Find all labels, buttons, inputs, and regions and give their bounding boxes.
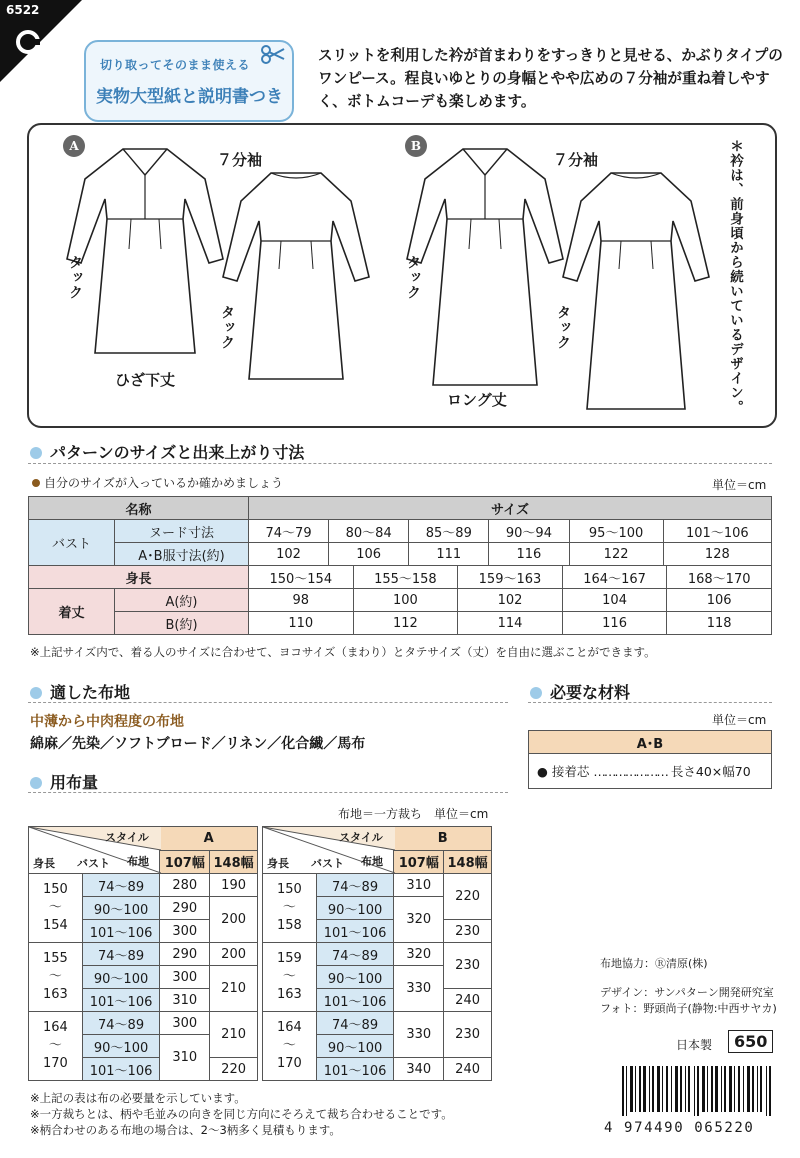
w148-value: 210: [210, 966, 258, 1012]
fabric-section-title-text: 適した布地: [50, 683, 131, 702]
style-label: スタイル: [105, 831, 149, 844]
length-label: 着丈: [29, 589, 115, 635]
yardage-note: ※上記の表は布の必要量を示しています。: [30, 1091, 246, 1105]
bust-range: 101〜106: [316, 1058, 394, 1081]
tuck-label-b-front: タック: [405, 255, 421, 300]
height-from: 164: [276, 1020, 302, 1035]
height-from: 150: [276, 882, 302, 897]
w107-value: 320: [394, 897, 444, 943]
size-section-title: [30, 440, 304, 463]
fabric-label: 布地: [361, 855, 383, 868]
garment-cell: 116: [489, 543, 569, 566]
materials-dots: …………………: [593, 764, 667, 779]
garment-cell: 122: [569, 543, 663, 566]
materials-header: A･B: [529, 731, 772, 754]
bust-range: 90〜100: [316, 897, 394, 920]
height-label: 身長: [267, 857, 289, 870]
range-sep: 〜: [282, 900, 296, 915]
w107-value: 330: [394, 966, 444, 1012]
bust-range: 90〜100: [82, 966, 160, 989]
height-cell: 159〜163: [458, 566, 563, 589]
pattern-number: 6522: [6, 3, 40, 17]
yardage-a-corner-header: [29, 827, 160, 874]
range-sep: 〜: [48, 1038, 62, 1053]
bullet-dot-icon: ●: [537, 764, 548, 779]
materials-unit: 単位＝cm: [712, 713, 767, 727]
height-from: 150: [42, 882, 68, 897]
garment-cell: 102: [249, 543, 329, 566]
fabric-credit: 布地協力：Ⓡ清原(株): [600, 957, 708, 970]
height-range: [29, 874, 83, 943]
size-unit: 単位＝cm: [712, 478, 767, 492]
bust-range: 74〜89: [316, 943, 394, 966]
w107-value: 310: [160, 1035, 210, 1081]
w107-value: 300: [160, 1012, 210, 1035]
w148-value: 240: [444, 1058, 492, 1081]
fabric-headline: 中薄から中肉程度の布地: [30, 714, 184, 730]
bullet-icon: [30, 687, 42, 699]
yardage-section-title: [30, 770, 98, 793]
nude-cell: 101〜106: [663, 520, 771, 543]
yardage-note: ※柄合わせのある布地の場合は、2〜3柄多く見積もります。: [30, 1123, 341, 1137]
w107-value: 310: [394, 874, 444, 897]
bust-range: 74〜89: [316, 874, 394, 897]
w107-value: 290: [160, 943, 210, 966]
materials-section-title: [530, 680, 630, 703]
range-sep: 〜: [48, 969, 62, 984]
bust-range: 90〜100: [82, 1035, 160, 1058]
w107-value: 310: [160, 989, 210, 1012]
length-label-a: ひざ下丈: [115, 371, 176, 389]
bullet-icon: [530, 687, 542, 699]
tuck-label-a-front: タック: [67, 255, 83, 300]
price-box: 650: [728, 1030, 773, 1053]
style-b-mark: B: [405, 135, 427, 157]
tuck-label-b-back: タック: [555, 305, 571, 350]
height-to: 163: [276, 987, 302, 1002]
collar-note: ＊衿は、前身頃から続いているデザイン。: [727, 139, 743, 415]
yardage-table-b: [262, 826, 492, 1081]
garment-cell: 128: [663, 543, 771, 566]
size-subtitle: [32, 474, 283, 491]
materials-table: [528, 730, 772, 789]
barcode-icon: [622, 1066, 772, 1116]
brand-logo-icon: [14, 28, 42, 56]
height-to: 154: [42, 918, 68, 933]
bust-range: 90〜100: [82, 897, 160, 920]
intro-text: スリットを利用した衿が首まわりをすっきりと見せる、かぶりタイプのワンピース。程良いゆとりの身幅とやや広めの７分袖が重ね着しやすく、ボトムコーデも楽しめます。: [318, 47, 783, 110]
style-label: スタイル: [339, 831, 383, 844]
width-148-header: 148幅: [210, 850, 258, 874]
w148-value: 210: [210, 1012, 258, 1058]
fabric-label: 布地: [127, 855, 149, 868]
height-cell: 168〜170: [667, 566, 772, 589]
dress-a-front-illustration: [65, 139, 225, 359]
height-cell: 155〜158: [353, 566, 458, 589]
range-sep: 〜: [48, 900, 62, 915]
w148-value: 220: [210, 1058, 258, 1081]
yardage-note: ※一方裁ちとは、柄や毛並みの向きを同じ方向にそろえて裁ち合わせることです。: [30, 1107, 453, 1121]
height-range: [263, 874, 317, 943]
b-length-cell: 118: [667, 612, 772, 635]
height-from: 159: [276, 951, 302, 966]
garment-cell: 111: [409, 543, 489, 566]
bust-range: 74〜89: [82, 1012, 160, 1035]
nude-cell: 95〜100: [569, 520, 663, 543]
bust-range: 101〜106: [316, 920, 394, 943]
length-label-b: ロング丈: [447, 391, 507, 409]
barcode-number: 4 974490 065220: [604, 1120, 755, 1136]
bust-label: バスト: [311, 857, 344, 870]
scissors-icon: [260, 44, 286, 64]
height-range: [29, 1012, 83, 1081]
width-107-header: 107幅: [394, 850, 444, 874]
bust-range: 90〜100: [316, 966, 394, 989]
yardage-table-a: [28, 826, 258, 1081]
b-length-cell: 116: [562, 612, 667, 635]
dress-b-back-illustration: [561, 165, 711, 415]
yardage-section-title-text: 用布量: [50, 773, 99, 792]
w148-value: 220: [444, 874, 492, 920]
w148-value: 230: [444, 943, 492, 989]
materials-row: [529, 754, 772, 789]
height-cell: 164〜167: [562, 566, 667, 589]
made-in-label: 日本製: [676, 1038, 713, 1052]
w148-value: 190: [210, 874, 258, 897]
section-divider: [28, 702, 508, 703]
height-from: 155: [42, 951, 68, 966]
dress-b-front-illustration: [405, 139, 565, 391]
garment-cell: 106: [329, 543, 409, 566]
bust-range: 101〜106: [82, 920, 160, 943]
b-length-cell: 110: [249, 612, 354, 635]
w148-value: 230: [444, 1012, 492, 1058]
w107-value: 290: [160, 897, 210, 920]
height-label: 身長: [29, 566, 249, 589]
bust-range: 74〜89: [82, 874, 160, 897]
dress-a-back-illustration: [221, 165, 371, 385]
height-range: [263, 1012, 317, 1081]
nude-label: ヌード寸法: [115, 520, 249, 543]
w107-value: 300: [160, 920, 210, 943]
w107-value: 300: [160, 966, 210, 989]
bust-range: 90〜100: [316, 1035, 394, 1058]
bust-range: 74〜89: [82, 943, 160, 966]
height-cell: 150〜154: [249, 566, 354, 589]
w148-value: 240: [444, 989, 492, 1012]
badge-line1: 切り取ってそのまま使える: [100, 58, 251, 72]
full-size-pattern-badge: [84, 40, 294, 122]
bust-range: 101〜106: [82, 989, 160, 1012]
sleeve-label-b: ７分袖: [553, 151, 599, 169]
height-to: 158: [276, 918, 302, 933]
size-note: ※上記サイズ内で、着る人のサイズに合わせて、ヨコサイズ（まわり）とタテサイズ（丈）を自由に選ぶことができます。: [30, 645, 656, 659]
w107-value: 280: [160, 874, 210, 897]
design-credit: デザイン：サンパターン開発研究室: [600, 986, 774, 999]
col-name-header: 名称: [29, 497, 249, 520]
yardage-notes: [30, 1090, 453, 1138]
range-sep: 〜: [282, 1038, 296, 1053]
yardage-b-corner-header: [263, 827, 394, 874]
w107-value: 340: [394, 1058, 444, 1081]
yardage-unit: 布地＝一方裁ち 単位＝cm: [338, 807, 489, 821]
badge-line2: 実物大型紙と説明書つき: [96, 87, 283, 107]
b-length-cell: 112: [353, 612, 458, 635]
height-range: [29, 943, 83, 1012]
width-148-header: 148幅: [444, 850, 492, 874]
bust-range: 74〜89: [316, 1012, 394, 1035]
nude-cell: 74〜79: [249, 520, 329, 543]
nude-cell: 90〜94: [489, 520, 569, 543]
style-b-header: B: [394, 827, 492, 851]
section-divider: [28, 792, 508, 793]
bust-label: バスト: [77, 857, 110, 870]
bust-range: 101〜106: [316, 989, 394, 1012]
tuck-label-a-back: タック: [219, 305, 235, 350]
height-to: 170: [42, 1056, 68, 1071]
height-to: 170: [276, 1056, 302, 1071]
height-label: 身長: [33, 857, 55, 870]
materials-section-title-text: 必要な材料: [550, 683, 631, 702]
bullet-icon: [30, 447, 42, 459]
style-a-mark: A: [63, 135, 85, 157]
b-length-cell: 114: [458, 612, 563, 635]
w148-value: 200: [210, 943, 258, 966]
a-length-cell: 102: [458, 589, 563, 612]
a-length-cell: 100: [353, 589, 458, 612]
range-sep: 〜: [282, 969, 296, 984]
a-length-cell: 106: [667, 589, 772, 612]
style-a-header: A: [160, 827, 258, 851]
garment-label: A･B服寸法(約): [115, 543, 249, 566]
a-length-cell: 98: [249, 589, 354, 612]
height-to: 163: [42, 987, 68, 1002]
materials-item: 接着芯: [551, 764, 590, 779]
photo-credit: フォト：野頭尚子(静物:中西サヤカ): [600, 1002, 777, 1015]
height-range: [263, 943, 317, 1012]
bullet-dot-icon: [32, 479, 40, 487]
fabric-section-title: [30, 680, 130, 703]
size-subtitle-text: 自分のサイズが入っているか確かめましょう: [44, 476, 284, 490]
b-length-label: B(約): [115, 612, 249, 635]
bust-range: 101〜106: [82, 1058, 160, 1081]
a-length-cell: 104: [562, 589, 667, 612]
sleeve-label-a: ７分袖: [217, 151, 263, 169]
nude-cell: 80〜84: [329, 520, 409, 543]
bullet-icon: [30, 777, 42, 789]
fabric-list: 綿麻／先染／ソフトブロード／リネン／化合繊／馬布: [30, 736, 366, 752]
size-section-title-text: パターンのサイズと出来上がり寸法: [50, 443, 305, 462]
illustration-panel: [27, 123, 777, 428]
width-107-header: 107幅: [160, 850, 210, 874]
height-from: 164: [42, 1020, 68, 1035]
w148-value: 230: [444, 920, 492, 943]
section-divider: [28, 463, 772, 464]
a-length-label: A(約): [115, 589, 249, 612]
size-table: [28, 496, 772, 566]
bust-label: バスト: [29, 520, 115, 566]
w148-value: 200: [210, 897, 258, 943]
nude-cell: 85〜89: [409, 520, 489, 543]
col-size-header: サイズ: [249, 497, 772, 520]
materials-value: 長さ40×幅70: [670, 764, 751, 779]
w107-value: 330: [394, 1012, 444, 1058]
length-table: [28, 565, 772, 635]
w107-value: 320: [394, 943, 444, 966]
section-divider: [528, 702, 772, 703]
